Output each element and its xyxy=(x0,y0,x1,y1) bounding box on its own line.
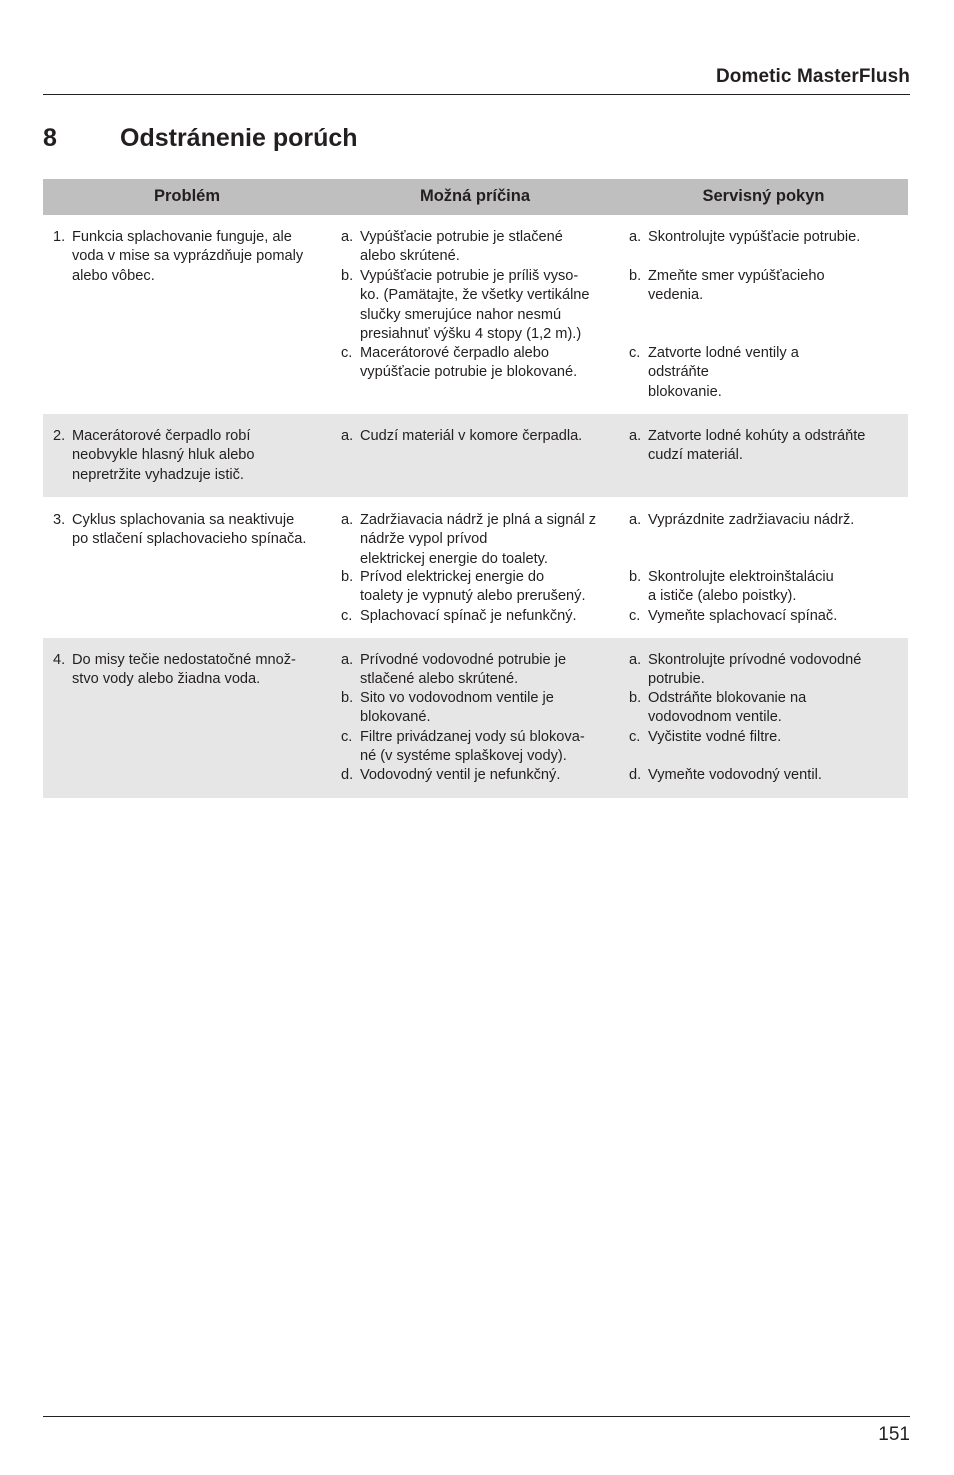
problem-item xyxy=(53,651,323,690)
cause-marker: b. xyxy=(341,690,354,706)
problem-marker: 1. xyxy=(53,229,66,245)
problem-text: Do misy tečie nedostatočné množ- stvo vody alebo žiadna voda. xyxy=(72,652,296,688)
action-marker: c. xyxy=(629,729,641,745)
cause-item xyxy=(341,344,617,383)
column-header-action: Servisný pokyn xyxy=(702,187,825,206)
problem-marker: 3. xyxy=(53,512,66,528)
cause-marker: d. xyxy=(341,767,354,783)
action-item xyxy=(629,511,899,530)
action-item xyxy=(629,766,899,785)
action-marker: b. xyxy=(629,268,642,284)
troubleshooting-table xyxy=(43,179,908,798)
problem-item xyxy=(53,427,323,485)
cause-item xyxy=(341,427,617,446)
cause-marker: b. xyxy=(341,268,354,284)
table-header xyxy=(43,179,908,215)
action-item xyxy=(629,689,899,728)
action-text: Vymeňte vodovodný ventil. xyxy=(648,767,822,783)
cause-text: Prívod elektrickej energie do toalety je vypnutý alebo prerušený. xyxy=(360,569,586,605)
action-marker: a. xyxy=(629,652,642,668)
action-marker: a. xyxy=(629,512,642,528)
action-item xyxy=(629,344,899,402)
table-row xyxy=(43,215,908,414)
action-text: Vyčistite vodné filtre. xyxy=(648,729,782,745)
action-marker: d. xyxy=(629,767,642,783)
cause-text: Zadržiavacia nádrž je plná a signál z nádrže vypol prívod elektrickej energie do toalety. xyxy=(360,512,597,567)
action-marker: b. xyxy=(629,690,642,706)
cause-item xyxy=(341,511,617,569)
header-brand: Dometic MasterFlush xyxy=(715,66,910,87)
action-text: Odstráňte blokovanie na vodovodnom ventile. xyxy=(648,690,807,726)
cause-item xyxy=(341,728,617,767)
action-marker: a. xyxy=(629,428,642,444)
action-marker: c. xyxy=(629,345,641,361)
cause-marker: a. xyxy=(341,229,354,245)
cause-item xyxy=(341,766,617,785)
table-row xyxy=(43,638,908,798)
cause-text: Macerátorové čerpadlo alebo vypúšťacie potrubie je blokované. xyxy=(360,345,578,381)
action-marker: a. xyxy=(629,229,642,245)
action-item xyxy=(629,427,899,466)
action-item xyxy=(629,228,899,247)
page-number: 151 xyxy=(878,1424,910,1445)
action-text: Skontrolujte elektroinštaláciu a ističe (alebo poistky). xyxy=(648,569,834,605)
cause-marker: a. xyxy=(341,652,354,668)
cause-text: Vypúšťacie potrubie je stlačené alebo skrútené. xyxy=(360,229,563,265)
section-number: 8 xyxy=(43,124,57,152)
footer-divider xyxy=(43,1416,910,1417)
action-text: Skontrolujte prívodné vodovodné potrubie. xyxy=(648,652,862,688)
action-item xyxy=(629,728,899,747)
cause-text: Splachovací spínač je nefunkčný. xyxy=(360,608,577,624)
cause-text: Sito vo vodovodnom ventile je blokované. xyxy=(360,690,554,726)
action-marker: b. xyxy=(629,569,642,585)
cause-item xyxy=(341,267,617,345)
cause-item xyxy=(341,651,617,690)
action-text: Zatvorte lodné kohúty a odstráňte cudzí materiál. xyxy=(648,428,866,464)
cause-text: Filtre privádzanej vody sú blokova- né (v systéme splaškovej vody). xyxy=(360,729,585,765)
action-text: Vyprázdnite zadržiavaciu nádrž. xyxy=(648,512,855,528)
action-item xyxy=(629,568,899,607)
cause-text: Prívodné vodovodné potrubie je stlačené alebo skrútené. xyxy=(360,652,567,688)
table-row xyxy=(43,497,908,638)
table-row xyxy=(43,414,908,497)
problem-text: Cyklus splachovania sa neaktivuje po stlačení splachovacieho spínača. xyxy=(72,512,307,548)
cause-marker: b. xyxy=(341,569,354,585)
action-item xyxy=(629,651,899,690)
cause-marker: a. xyxy=(341,512,354,528)
header-divider xyxy=(43,94,910,95)
cause-item xyxy=(341,607,617,626)
problem-marker: 2. xyxy=(53,428,66,444)
cause-text: Vypúšťacie potrubie je príliš vyso- ko. (Pamätajte, že všetky vertikálne slučky smerujúce nahor nesmú presiahnuť výšku 4 stopy (1,2 m).) xyxy=(360,268,590,343)
cause-marker: c. xyxy=(341,345,353,361)
action-item xyxy=(629,607,899,626)
section-title: Odstránenie porúch xyxy=(120,124,358,152)
problem-text: Funkcia splachovanie funguje, ale voda v mise sa vyprázdňuje pomaly alebo vôbec. xyxy=(72,229,304,284)
problem-text: Macerátorové čerpadlo robí neobvykle hlasný hluk alebo nepretržite vyhadzuje istič. xyxy=(72,428,255,483)
action-text: Zmeňte smer vypúšťacieho vedenia. xyxy=(648,268,825,304)
cause-marker: c. xyxy=(341,608,353,624)
cause-marker: c. xyxy=(341,729,353,745)
cause-text: Vodovodný ventil je nefunkčný. xyxy=(360,767,561,783)
action-text: Vymeňte splachovací spínač. xyxy=(648,608,838,624)
action-item xyxy=(629,267,899,306)
problem-item xyxy=(53,511,323,550)
problem-item xyxy=(53,228,323,286)
action-text: Skontrolujte vypúšťacie potrubie. xyxy=(648,229,861,245)
action-marker: c. xyxy=(629,608,641,624)
column-header-cause: Možná príčina xyxy=(419,187,530,206)
cause-marker: a. xyxy=(341,428,354,444)
section-heading xyxy=(43,124,358,153)
cause-item xyxy=(341,689,617,728)
action-text: Zatvorte lodné ventily a odstráňte blokovanie. xyxy=(648,345,799,400)
cause-item xyxy=(341,568,617,607)
cause-text: Cudzí materiál v komore čerpadla. xyxy=(360,428,583,444)
column-header-problem: Problém xyxy=(153,187,221,206)
cause-item xyxy=(341,228,617,267)
problem-marker: 4. xyxy=(53,652,66,668)
